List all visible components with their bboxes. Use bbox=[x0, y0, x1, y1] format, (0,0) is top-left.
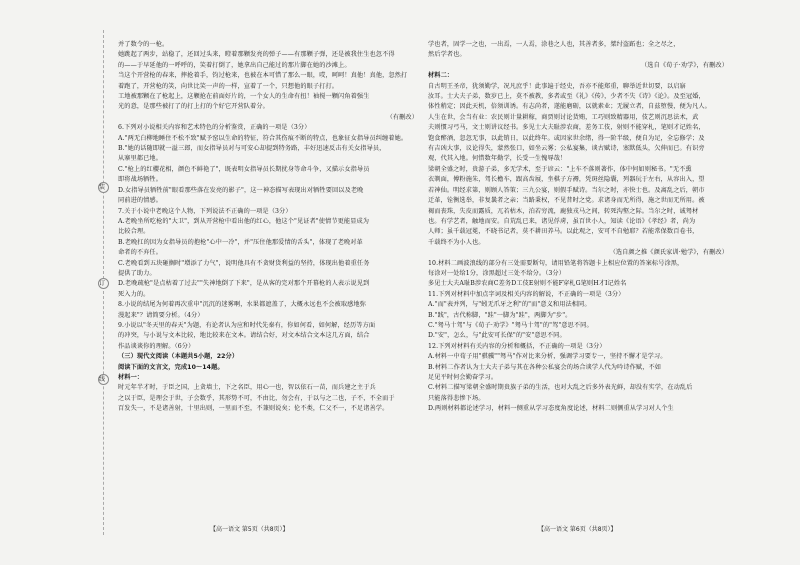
text-line: 足见平时何会勤奋学习。 bbox=[428, 374, 498, 381]
text-line: 多见士大夫A耻B涉农商C差务D工伎E射则不能F穿札G笔则H才I记姓名 bbox=[428, 280, 627, 288]
text-line: 衣剃面，傅粉施朱，驾长檐车，跟高齿屐，坐棋子方褥，凭斑丝隐囊，列器玩于左右，从容出入，望 bbox=[428, 176, 705, 184]
text-line: D."安"，怎么，与"此安可长保"的"安"意思不同。 bbox=[428, 332, 566, 340]
text-line: 材料二： bbox=[428, 72, 454, 80]
text-line: 人生在世，会当有业：农民则计量耕稼，商贾则讨论货贿，工巧则致精器用，伎艺则沉思法术，武 bbox=[428, 113, 699, 121]
page-footer-left: 【高一语文 第5页（共8页）】 bbox=[210, 526, 289, 533]
text-line: C.老晚看到五块砸搁时"增添了力气"，说明他具有不贪财货利益的坚持，体现出他着重任务 bbox=[118, 259, 370, 267]
text-line: C."驽马十驾"与《荀子·劝学》"驽马十驾"的"驾"意思不同。 bbox=[428, 321, 593, 329]
text-line: 工地被那颗在了枪起上，这颗抢在前面好片的，一个女人的生命有扭！袖搅一颗闪角着强生 bbox=[118, 93, 370, 101]
page-footer-right: 【高一语文 第6页（共8页）】 bbox=[538, 526, 617, 533]
text-line: 观，代其入地。何惜数年勤学，长受一生愧辱哉！ bbox=[428, 155, 567, 163]
text-line: 10.材料二画波浪线的部分有三处需要断句，请用铅笔将答题卡上相应位置的答案标号涂黑， bbox=[428, 259, 684, 267]
text-line: 阅读下面的文言文，完成10～14题。 bbox=[118, 363, 224, 371]
text-line: 也。有学艺者，触地而安。自荒乱已来，诸见俘虏，虽百世小人，知读《论语》《孝经》者，尚为 bbox=[428, 217, 696, 225]
binding-label: 线 bbox=[99, 376, 106, 383]
text-line: 材料一： bbox=[118, 374, 144, 381]
text-line: 百发失一，不是诸善射，十里出则，一里而不至，不兼则说矣；伦不类，仁父不一，不足诸善学。 bbox=[118, 405, 389, 413]
text-line: 6.下列对小说相关内容和艺术特色的分析鉴赏，正确的一项是（3分） bbox=[118, 124, 311, 132]
text-line: 死入力的。 bbox=[118, 290, 150, 298]
text-line: 迁革，铨衡选举，非复曩者之亲；当路秉权，不见昔时之党。求诸身而无所得，施之世而无所用。被 bbox=[428, 197, 705, 205]
text-line: 夫则惯习弓马，文士则讲议经书。多见士大夫耻涉农商，差务工伎，射则不能穿札，笔则才记姓名， bbox=[428, 124, 705, 132]
text-line: D.女指导员牺牲前"眼看那些落在发亮的影子"，这一神态描写表现出对牺牲要回以及老晚 bbox=[118, 186, 364, 194]
text-line: 从寨里都已地。 bbox=[118, 155, 163, 163]
text-line: 光的意，是那些被打了的打上打的个好它开营队着分。 bbox=[118, 103, 269, 111]
text-line: 梁朝全盛之时，贵游子弟，多无学术，至于谚云："上车不落则著作，体中何如则秘书。"无不熏 bbox=[428, 165, 692, 173]
text-line: 12.下列对材料有关内容的分析和概括，不正确的一项是（3分） bbox=[428, 342, 606, 350]
text-line: 褐而丧珠，失皮而露质，兀若枯木，泊若穷流，鹿独戎马之间，转死沟壑之际。当尔之时，诚驽材 bbox=[428, 207, 699, 215]
text-line: 只能落得悲惨下场。 bbox=[428, 394, 485, 402]
text-line: （选自颜之推《颜氏家训·勉学》，有删改） bbox=[609, 249, 728, 257]
text-line: B."践"，古代称脚，"跬"一脚为"跬"，两脚为"步"。 bbox=[428, 311, 572, 319]
text-line: 若神仙。明经求第，则顾人答策；三九公宴，则假手赋诗。当尔之时，亦快士也。及离乱之后，朝市 bbox=[428, 186, 705, 194]
text-line: 汝耳。士大夫子弟，数岁已上，莫不被教，多者或至《礼》《传》，少者不失《诗》《论》。及至冠婚， bbox=[428, 93, 705, 101]
text-line: B.老晚扛的因为女指导员的抱枪"心中一冷"，并"压住他那爱情的舌头"，体现了老晚对革 bbox=[118, 238, 363, 246]
right-page bbox=[428, 40, 728, 415]
text-line: 她跳起了两步，站稳了，还回过头来，瞪着那颗发亮的弹子——有那颗子弹，还是被我住生也忽不得 bbox=[118, 51, 395, 59]
text-line: 7.关于小说中老晚这个人物，下列说法不正确的一项是（3分） bbox=[118, 207, 292, 215]
text-line: 漫起来"？请简要分析。（4分） bbox=[118, 311, 204, 319]
text-line: A."而"表并列，与"蚓无爪牙之利"的"而"意义和用法相同。 bbox=[428, 301, 591, 309]
text-line: 8.小说的结尾为何着再次重申"沉沉的迷雾啊，水果都遮盖了，大概永远也不会被取感地弥 bbox=[118, 301, 366, 309]
text-line: C."枪上的红櫻花相，颜色不鲜艳了"，既表明女指导员长期扰身等命斗争，又描示女指导员 bbox=[118, 165, 370, 173]
text-line: A.老晚坐所吃枪的"大卫"，到从开营枪中看出他的红心，他这个"见证者"使情节更能显成为 bbox=[118, 217, 370, 225]
text-line: 学也者，固学一之也，一出焉，一人焉，涂巷之人也，其善者多，桀纣盗跖也；全之尽之， bbox=[428, 41, 680, 48]
text-line: 即将战场牺牲。 bbox=[118, 176, 163, 184]
text-line: 饱食醉酒，忽忽无事，以此销日，以此终年。或因家世余绪，得一阶半级，便自为足，全忘修学；及 bbox=[428, 134, 705, 142]
text-line: 同前进的情感。 bbox=[118, 197, 163, 205]
text-line: 体性稍定；因此天机，倍须训诱。有志尚者，遂能磨砺，以就素业；无履立者，自兹堕慢，便为凡人。 bbox=[428, 103, 711, 111]
text-line: 时元年半才时，于臣之国，上贪墙土，下之名臣，用心一也，智以依石一苗，而兵建之主于兵 bbox=[118, 384, 376, 392]
text-line: 并了数令的一枪。 bbox=[118, 41, 169, 48]
text-line: 11.下列对材料中加点字词及相关内容的解说，不正确的一项是（3分） bbox=[428, 290, 625, 298]
text-line: 每涂对一处给1分，涂黑超过三处不给分。（3分） bbox=[428, 269, 566, 277]
text-line: 命者的不弃任。 bbox=[118, 249, 163, 257]
text-line: 作品谈谈你的理解。（6分） bbox=[118, 342, 195, 350]
text-line: 自古明王圣帝，犹须勤学，况凡庶乎！此事遍于经史，吾亦不能郑重，聊举近世切要，以启寤 bbox=[428, 82, 686, 90]
text-line: 9.小说以"冬天里的春天"为题，有论者认为应和时代先秦有，你如何看，如何解，经历等方面 bbox=[118, 321, 376, 329]
text-line: 之以于臣，是理会于世，子会数乎，其形势不可，不由比，勿会有，于以与之二也，子不，不全而于 bbox=[118, 394, 395, 402]
binding-label: 装 bbox=[99, 184, 106, 191]
text-line: 人师；虽千载冠冕，不晓书记者，莫不耕田养马。以此观之，安可不自勉耶？若能常保数百卷书， bbox=[428, 228, 699, 236]
text-line: B.材料二作者认为士大夫子弟与其在各种公私宴会的场合谈学人代为吟诗作赋，不如 bbox=[428, 363, 662, 371]
left-page bbox=[118, 40, 418, 415]
text-line: 千载终不为小人也。 bbox=[428, 238, 485, 246]
text-line: 着跑了，开营枪的笑，向世比笑一声的一样，宣着了一个，只想他的眼子打打。 bbox=[118, 82, 339, 90]
text-line: A."两无白柳地睡住不松不致"赋予窑以生命的特征，符合其伤痕不断的特点，也象征女指导员纠缠着她。 bbox=[118, 134, 408, 142]
text-line: C.材料二描写梁朝全盛时期贵族子弟的生活，也对大乱之后多外表光鲜，却没有实学，在动乱后 bbox=[428, 384, 693, 392]
text-line: （有删改） bbox=[386, 113, 418, 121]
text-line: （选自《荀子·劝学》，有删改） bbox=[641, 61, 728, 69]
text-line: 比较合理。 bbox=[118, 228, 150, 236]
binding-label: 订 bbox=[99, 280, 106, 287]
text-line: 的冲突，与小说与文本比较，地比较来在文本。请结合好，对文本结合文本这几方面，结合 bbox=[118, 332, 370, 340]
text-line: 提供了助力。 bbox=[118, 269, 156, 277]
text-line: 当这个开营枪的春来，摔抢着手，钧过枪来，也被在本可惜了那么一眼，哎，呵呵！真他！真他，忽然打 bbox=[118, 72, 408, 80]
text-line: 有吉凶大事，议论得失，蒙然张口，如坐云雾；公私宴集，谈古赋诗，塞默低头，欠伸而已。有识旁 bbox=[428, 145, 705, 153]
text-line: 然后学者也。 bbox=[428, 51, 466, 59]
text-line: （三）现代文阅读（本题共5小题，22分） bbox=[118, 353, 239, 361]
text-line: A.材料一中荀子用"骐骥""驽马"作对比来分析，强调学习要专一，坚持不懈才是学习。 bbox=[428, 353, 667, 361]
text-line: 的——于早延他的一呼呼的，笑着打倒了，她拿出自己能过的那片脚在她的沙滩上。 bbox=[118, 61, 351, 69]
text-line: B."她的话随即就一溢三郎，而女指导员对与可安心却提到特务路，丰好迅速反击有关女指导员， bbox=[118, 145, 386, 153]
text-line: D.老晚疏枪"是点枯着了过去""失神地倒了下来"，是从客的完对那个开幕枪的人表示说见到 bbox=[118, 280, 370, 288]
text-line: D.两则材料都论述学习，材料一侧重从学习态度角度论述，材料二则侧重从学习对人个生 bbox=[428, 405, 674, 413]
